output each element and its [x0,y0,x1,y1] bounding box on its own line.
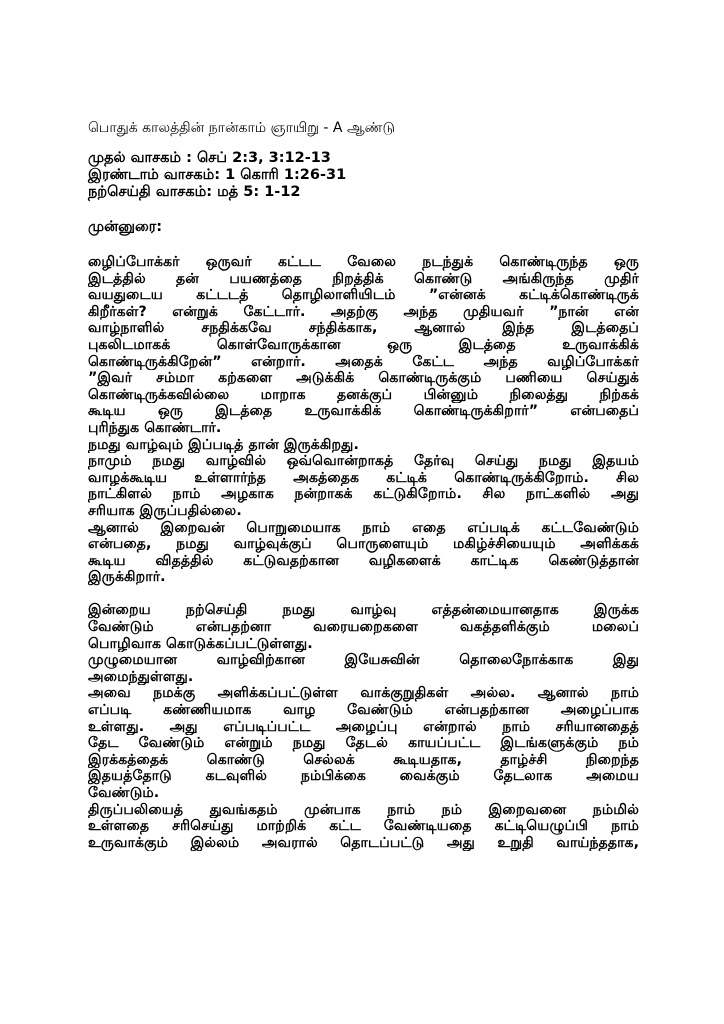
text-line: ”இவர் சம்மா கற்களை அடுக்கிக் கொண்டிருக்கும் பணியை செய்துக் [88,370,639,387]
text-line: இடத்தில் தன் பயணத்தை நிறத்திக் கொண்டு அங்கிருந்த முதிர் [88,270,639,287]
text-line: சரியாக இருப்பதில்லை. [88,502,242,519]
text-line: அவை நமக்கு அளிக்கப்பட்டுள்ள வாக்குறுதிகள் அல்ல. ஆனால் நாம் [88,685,639,702]
text-line: ழிைப்போக்கர் ஒருவர் கட்டட வேலை நடந்துக் கொண்டிருந்த ஒரு [88,254,639,270]
text-line: வாழக்கூடிய உள்ளார்ந்த அகத்தைக கட்டிக் கொண்டிருக்கிறோம். சில [88,469,639,486]
paragraph [88,685,639,801]
text-line: இதயத்தோடு கடவுளில் நம்பிக்கை வைக்கும் தேடலாக அமைய [88,768,639,785]
text-line: எப்படி கண்ணியமாக வாழ வேண்டும் என்பதற்கான அழைப்பாக [88,702,639,719]
paragraph [88,453,639,519]
text-line: வாழ்நாளில் சநதிக்கவே சந்திக்காக, ஆனால் இந்த இடத்தைப் [88,320,639,337]
text-line: கூடிய விதத்தில் கட்டுவதற்கான வழிகளைக் காட்டிக கெண்டுத்தான் [88,552,639,569]
paragraph [88,520,639,586]
intro-body [88,254,639,851]
text-line: முழுமையான வாழ்விற்கான இயேசுவின் தொலைநோக்காக இது [88,652,639,669]
readings-list [88,150,639,201]
text-line: இருக்கிறார். [88,569,166,586]
text-line: உள்ளதை சரிசெய்து மாற்றிக் கட்ட வேண்டியதை கட்டியெழுப்பி நாம் [88,818,639,835]
text-line: இரக்கத்தைக் கொண்டு செல்லக் கூடியதாக, தாழ்ச்சி நிறைந்த [88,751,639,768]
spacer [88,236,639,254]
text-line: வேண்டும் என்பதற்னா வரையறைகளை வகத்தளிக்கும் மலைப் [88,619,639,636]
text-line: புரிந்துக கொண்டார். [88,419,222,436]
document-page [88,118,639,851]
text-line: கூடிய ஒரு இடத்தை உருவாக்கிக் கொண்டிருக்கிறார்” என்பதைப் [88,403,639,420]
text-line: திருப்பலியைத் துவங்கதம் முன்பாக நாம் நம் இறைவனை நம்மில் [88,801,639,818]
intro-heading: முன்னுரை: [88,219,162,235]
text-line: இன்றைய நற்செய்தி நமது வாழ்வு எத்தன்மையானதாக இருக்க [88,602,639,619]
text-line: பொழிவாக கொடுக்கப்பட்டுள்ளது. [88,635,313,652]
spacer [88,138,639,150]
spacer [88,201,639,219]
text-line: என்பதை, நமது வாழ்வுக்குப் பொருளையும் மகிழ்ச்சியையும் அளிக்கக் [88,536,639,553]
text-line: புகலிடமாகக் கொள்வோருக்கான ஒரு இடத்தை உருவாக்கிக் [88,336,639,353]
text-line: கிறீர்கள்? என்றுக் கேட்டார். அதற்கு அந்த முதியவர் ”நான் என் [88,303,639,320]
text-line: உள்ளது. அது எப்படிப்பட்ட அழைப்பு என்றால் நாம் சரியானதைத் [88,718,639,735]
paragraph [88,652,639,685]
text-line: நமது வாழ்வும் இப்படித் தான் இருக்கிறது. [88,436,359,453]
first-reading: முதல் வாசகம் : செப் 2:3, 3:12-13 [88,150,331,166]
text-line: தேட வேண்டும் என்றும் நமது தேடல் காயப்பட்ட இடங்களுக்கும் நம் [88,735,639,752]
text-line: அமைந்துள்ளது. [88,668,194,685]
paragraph [88,802,639,852]
paragraph [88,602,639,652]
gospel-reading: நற்செய்தி வாசகம்: மத் 5: 1-12 [88,184,301,200]
paragraph [88,437,639,454]
text-line: வேண்டும். [88,785,160,801]
text-line: வயதுடைய கட்டடத் தொழிலாளியிடம் ”என்னக் கட்டிக்கொண்டிருக் [88,287,639,304]
text-line: கொண்டிருக்கிறேன்” என்றார். அதைக் கேட்ட அந்த வழிப்போக்கர் [88,353,639,370]
document-title: பொதுக் காலத்தின் நான்காம் ஞாயிறு - A ஆண்டு [88,120,395,136]
text-line: நாமும் நமது வாழ்வில் ஒவ்வொன்றாகத் தேர்வு செய்து நமது இதயம் [88,453,639,470]
blank-line [88,586,639,603]
text-line: ஆனால் இறைவன் பொறுமையாக நாம் எதை எப்படிக் கட்டவேண்டும் [88,519,639,536]
text-line: உருவாக்கும் இல்லம் அவரால் தொடப்பட்டு அது உறுதி வாய்ந்ததாக, [88,834,639,851]
text-line: நாட்கிளல் நாம் அழகாக நன்றாகக் கட்டுகிறோம். சில நாட்களில் அது [88,486,639,503]
second-reading: இரண்டாம் வாசகம்: 1 கொரி 1:26-31 [88,167,347,183]
text-line: கொண்டிருக்கவில்லை மாறாக தனக்குப் பின்னும் நிலைத்து நிற்கக் [88,386,639,403]
paragraph [88,254,639,437]
